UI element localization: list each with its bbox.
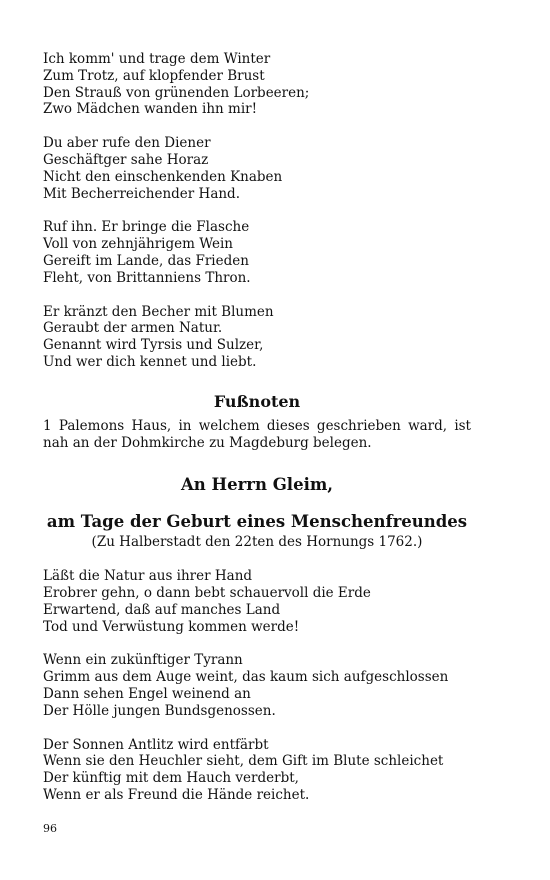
verse-line: Erwartend, daß auf manches Land: [43, 601, 281, 618]
verse-line: Läßt die Natur aus ihrer Hand: [43, 568, 253, 585]
verse-line: Den Strauß von grünenden Lorbeeren;: [43, 84, 310, 101]
verse-line: Wenn ein zukünftiger Tyrann: [43, 652, 243, 669]
stanza: [43, 652, 471, 719]
footnote-text: 1 Palemons Haus, in welchem dieses geschrieben ward, ist nah an der Dohmkirche zu Magdeburg belegen.: [43, 417, 471, 451]
verse-line: Zwo Mädchen wanden ihn mir!: [43, 101, 258, 118]
verse-line: Erobrer gehn, o dann bebt schauervoll die Erde: [43, 584, 371, 601]
verse-line: Der künftig mit dem Hauch verderbt,: [43, 770, 299, 787]
stanza: [43, 51, 471, 118]
verse-line: Du aber rufe den Diener: [43, 135, 211, 152]
verse-line: Grimm aus dem Auge weint, das kaum sich aufgeschlossen: [43, 669, 449, 686]
verse-line: Mit Becherreichender Hand.: [43, 185, 240, 202]
footnotes-heading: Fußnoten: [213, 391, 301, 411]
poem-title: An Herrn Gleim,: [180, 475, 334, 495]
verse-line: Der Hölle jungen Bundsgenossen.: [43, 702, 276, 719]
verse-line: Wenn sie den Heuchler sieht, dem Gift im Blute schleichet: [43, 753, 444, 770]
poem-dedication: (Zu Halberstadt den 22ten des Hornungs 1762.): [91, 534, 423, 551]
verse-line: Geschäftger sahe Horaz: [43, 151, 209, 168]
verse-line: Fleht, von Brittanniens Thron.: [43, 269, 251, 286]
stanza: [43, 135, 471, 202]
verse-line: Gereift im Lande, das Frieden: [43, 252, 249, 269]
verse-line: Tod und Verwüstung kommen werde!: [43, 618, 300, 635]
verse-line: Geraubt der armen Natur.: [43, 320, 223, 337]
verse-line: Ich komm' und trage dem Winter: [43, 51, 271, 67]
page-number: 96: [43, 822, 57, 835]
poem-subtitle: am Tage der Geburt eines Menschenfreundes: [46, 512, 468, 532]
verse-line: Zum Trotz, auf klopfender Brust: [43, 67, 265, 84]
poem-continuation: [43, 51, 471, 371]
verse-line: Voll von zehnjährigem Wein: [43, 236, 233, 253]
stanza: [43, 304, 471, 371]
verse-line: Genannt wird Tyrsis und Sulzer,: [43, 337, 264, 354]
poem-body: [43, 568, 471, 804]
stanza: [43, 737, 471, 804]
stanza: [43, 568, 471, 635]
document-page: [43, 51, 471, 804]
verse-line: Der Sonnen Antlitz wird entfärbt: [43, 736, 269, 753]
verse-line: Nicht den einschenkenden Knaben: [43, 168, 283, 185]
verse-line: Ruf ihn. Er bringe die Flasche: [43, 219, 250, 236]
stanza: [43, 219, 471, 286]
verse-line: Und wer dich kennet und liebt.: [43, 353, 257, 370]
verse-line: Dann sehen Engel weinend an: [43, 685, 251, 702]
verse-line: Wenn er als Freund die Hände reichet.: [43, 786, 310, 803]
verse-line: Er kränzt den Becher mit Blumen: [43, 303, 274, 320]
